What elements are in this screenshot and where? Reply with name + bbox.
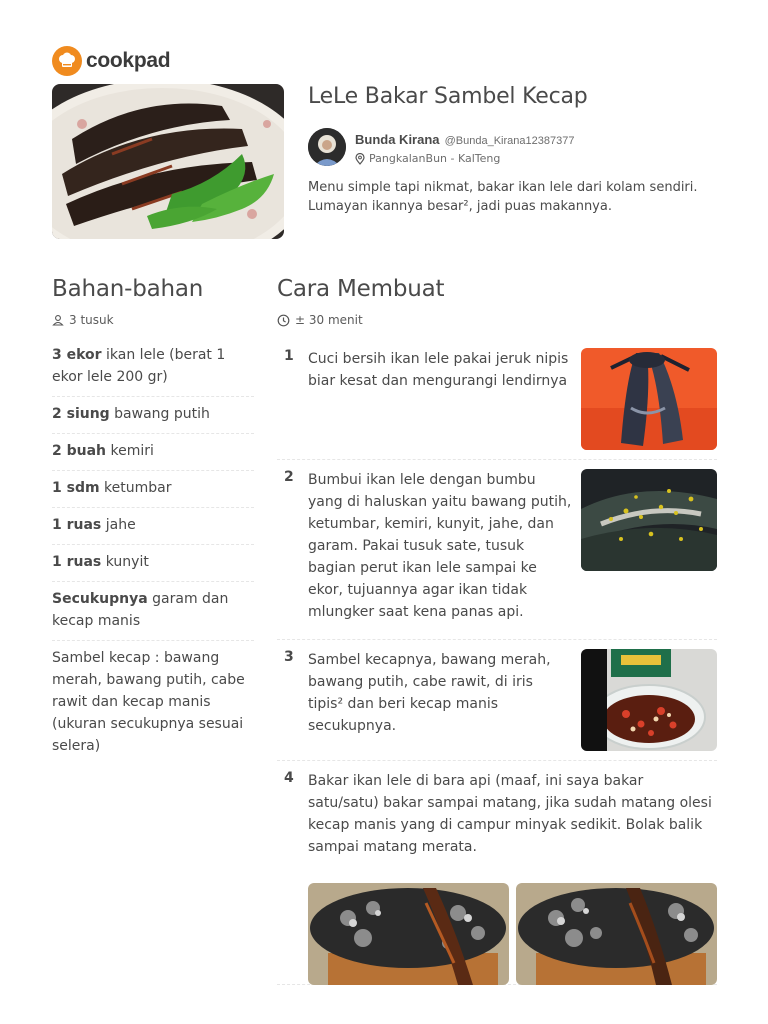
step-photo[interactable]	[581, 649, 717, 751]
step-text: Cuci bersih ikan lele pakai jeruk nipis biar kesat dan mengurangi lendirnya	[308, 351, 569, 389]
ingredient-quantity: 3 ekor	[52, 347, 102, 363]
ingredient-name: Sambel kecap : bawang merah, bawang putih, cabe rawit dan kecap manis (ukuran secukupnya sesuai selera)	[52, 650, 245, 754]
author-handle: @Bunda_Kirana12387377	[444, 135, 575, 147]
ingredient-name: ketumbar	[99, 480, 172, 496]
ingredient-name: kemiri	[106, 443, 154, 459]
ingredient-name: bawang putih	[109, 406, 210, 422]
ingredient-quantity: 1 ruas	[52, 517, 102, 533]
avatar[interactable]	[308, 128, 346, 166]
ingredient-item	[52, 434, 254, 471]
ingredient-item	[52, 545, 254, 582]
person-icon	[52, 314, 64, 326]
ingredient-item	[52, 508, 254, 545]
cookpad-logo[interactable]	[52, 46, 170, 76]
ingredient-item	[52, 641, 254, 765]
step-photo[interactable]	[516, 883, 717, 985]
ingredient-quantity: 1 ruas	[52, 554, 102, 570]
ingredient-name: ikan lele (berat 1 ekor lele 200 gr)	[52, 347, 226, 385]
ingredient-name: kunyit	[101, 554, 149, 570]
recipe-photo	[52, 84, 284, 239]
servings	[52, 313, 114, 327]
author-location: PangkalanBun - KalTeng	[369, 152, 501, 165]
step-2	[277, 469, 717, 640]
step-3	[277, 649, 717, 761]
step-text: Sambel kecapnya, bawang merah, bawang putih, cabe rawit, di iris tipis² dan beri kecap manis secukupnya.	[308, 652, 551, 734]
ingredient-list	[52, 338, 254, 765]
ingredient-item	[52, 471, 254, 508]
step-number: 2	[284, 469, 294, 485]
step-number: 1	[284, 348, 294, 364]
ingredient-name: jahe	[101, 517, 136, 533]
ingredients-heading: Bahan-bahan	[52, 276, 204, 302]
step-photo[interactable]	[308, 883, 509, 985]
chef-hat-icon	[52, 46, 82, 76]
ingredient-quantity: 1 sdm	[52, 480, 100, 496]
steps-heading: Cara Membuat	[277, 276, 445, 302]
servings-label: 3 tusuk	[69, 313, 114, 327]
ingredient-item	[52, 338, 254, 397]
cook-time-label: ± 30 menit	[295, 313, 363, 327]
step-photo[interactable]	[581, 348, 717, 450]
location-pin-icon	[355, 153, 365, 165]
step-number: 3	[284, 649, 294, 665]
clock-icon	[277, 314, 290, 327]
author-info[interactable]	[308, 128, 574, 166]
step-text: Bakar ikan lele di bara api (maaf, ini saya bakar satu/satu) bakar sampai matang, jika sudah matang olesi kecap manis yang di campur minyak sedikit. Bolak balik sampai matang merata.	[308, 773, 712, 855]
author-name[interactable]: Bunda Kirana	[355, 132, 440, 147]
cook-time	[277, 313, 363, 327]
ingredient-quantity: Secukupnya	[52, 591, 148, 607]
step-photo[interactable]	[581, 469, 717, 571]
step-text: Bumbui ikan lele dengan bumbu yang di haluskan yaitu bawang putih, ketumbar, kemiri, kunyit, jahe, dan garam. Pakai tusuk sate, tusuk bagian perut ikan lele sampai ke ekor, tujuannya agar ikan tidak mlungker saat kena panas api.	[308, 472, 572, 620]
step-1	[277, 348, 717, 460]
ingredient-quantity: 2 buah	[52, 443, 107, 459]
step-number: 4	[284, 770, 294, 786]
recipe-title: LeLe Bakar Sambel Kecap	[308, 84, 588, 109]
recipe-description: Menu simple tapi nikmat, bakar ikan lele dari kolam sendiri. Lumayan ikannya besar², jadi puas makannya.	[308, 180, 698, 214]
step-4	[277, 770, 717, 985]
ingredient-item	[52, 397, 254, 434]
ingredient-item	[52, 582, 254, 641]
ingredient-quantity: 2 siung	[52, 406, 110, 422]
logo-text: cookpad	[86, 49, 171, 72]
ingredient-name: garam dan kecap manis	[52, 591, 229, 629]
